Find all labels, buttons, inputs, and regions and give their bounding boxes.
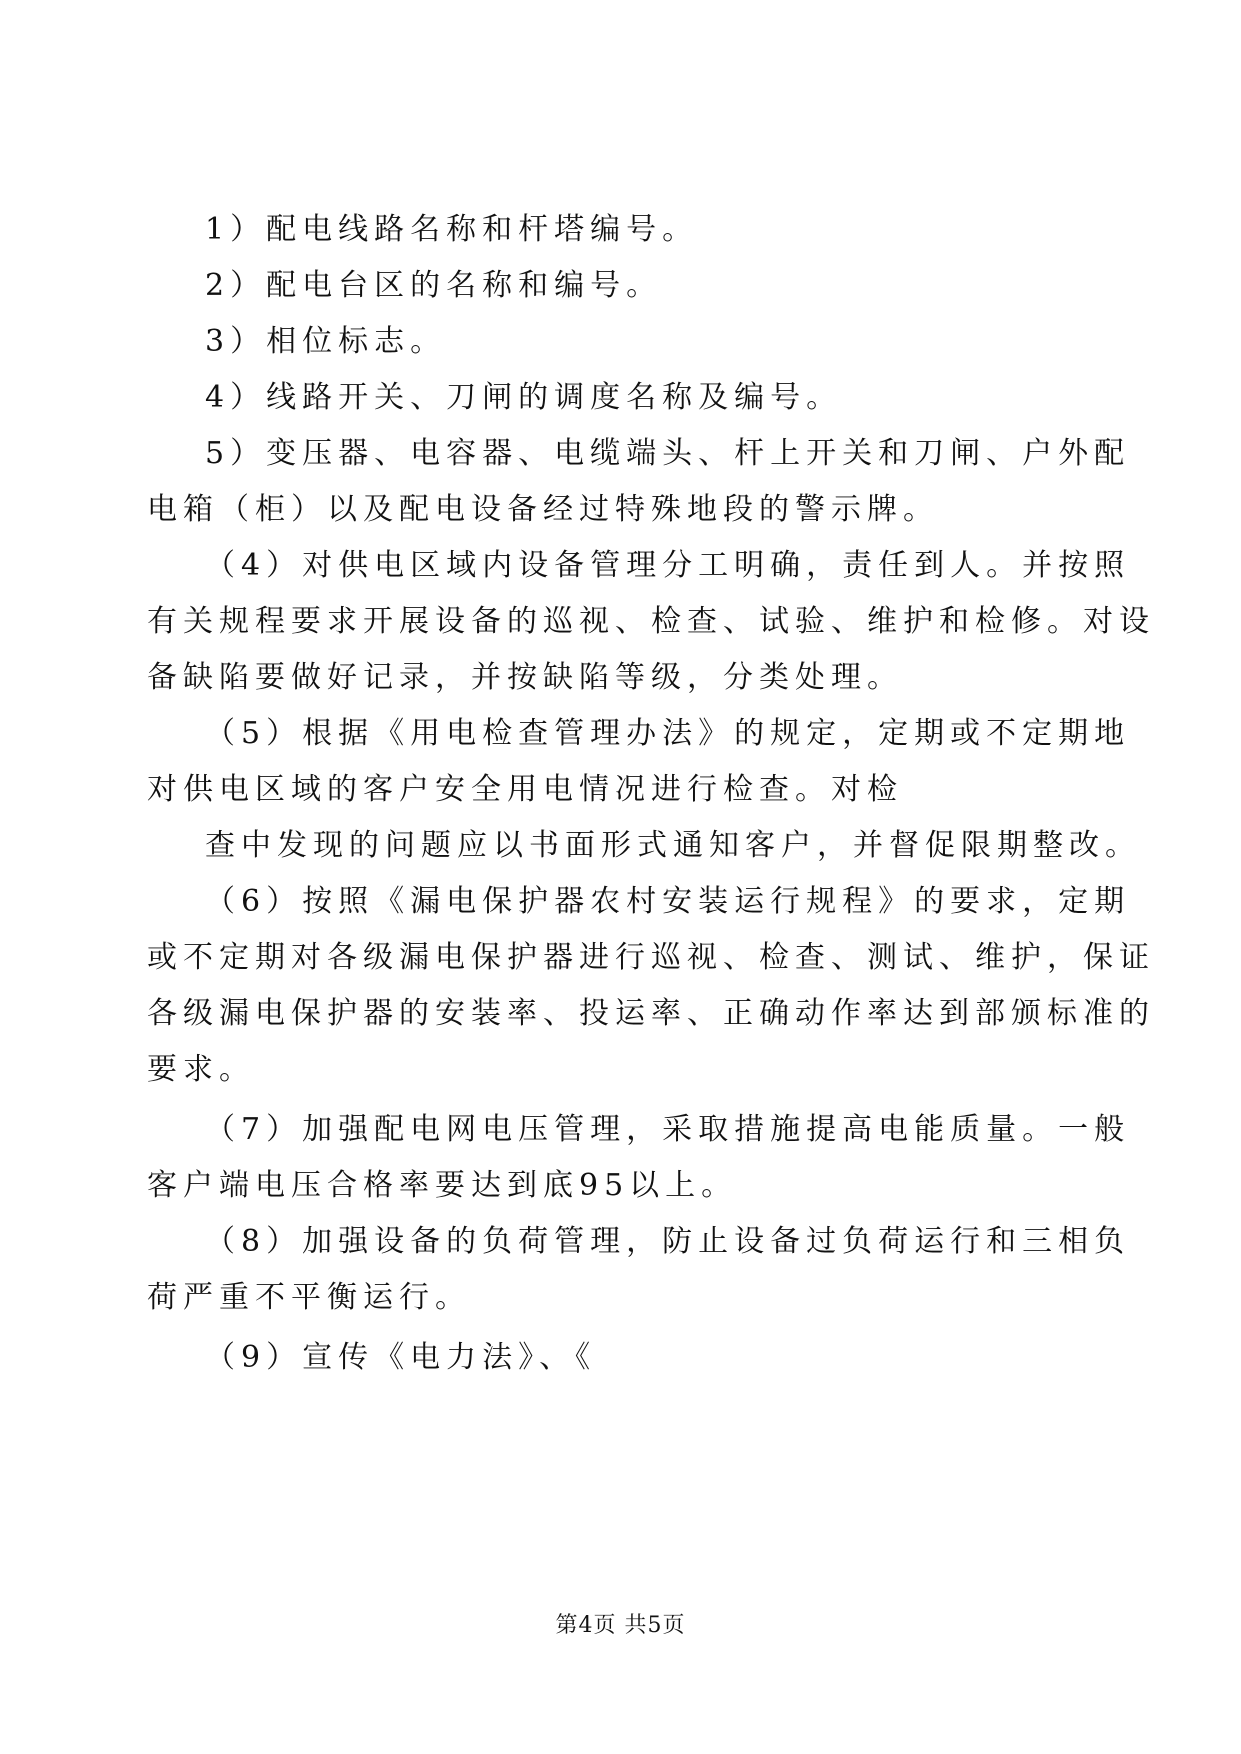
paragraph-line: 各级漏电保护器的安装率、投运率、正确动作率达到部颁标准的 — [147, 996, 1155, 1031]
paragraph-line: （4）对供电区域内设备管理分工明确，责任到人。并按照 — [205, 548, 1131, 583]
paragraph-line: 要求。 — [147, 1052, 255, 1087]
paragraph-line: 有关规程要求开展设备的巡视、检查、试验、维护和检修。对设 — [147, 604, 1155, 639]
paragraph-line: 客户端电压合格率要达到底95以上。 — [147, 1168, 738, 1203]
paragraph-line: 查中发现的问题应以书面形式通知客户，并督促限期整改。 — [205, 828, 1141, 863]
paragraph-line: （9）宣传《电力法》、《 — [205, 1340, 597, 1375]
paragraph-line: （5）根据《用电检查管理办法》的规定，定期或不定期地 — [205, 716, 1131, 751]
paragraph-line: 备缺陷要做好记录，并按缺陷等级，分类处理。 — [147, 660, 903, 695]
paragraph-line: 或不定期对各级漏电保护器进行巡视、检查、测试、维护，保证 — [147, 940, 1155, 975]
page-footer: 第4页 共5页 — [555, 1613, 686, 1638]
list-item-2: 2）配电台区的名称和编号。 — [205, 268, 663, 303]
paragraph-line: （7）加强配电网电压管理，采取措施提高电能质量。一般 — [205, 1112, 1131, 1147]
paragraph-line: 荷严重不平衡运行。 — [147, 1280, 471, 1315]
list-item-1: 1）配电线路名称和杆塔编号。 — [205, 212, 699, 247]
list-item-4: 4）线路开关、刀闸的调度名称及编号。 — [205, 380, 843, 415]
paragraph-line: 对供电区域的客户安全用电情况进行检查。对检 — [147, 772, 903, 807]
paragraph-line: （6）按照《漏电保护器农村安装运行规程》的要求，定期 — [205, 884, 1131, 919]
list-item-3: 3）相位标志。 — [205, 324, 447, 359]
list-item-5: 5）变压器、电容器、电缆端头、杆上开关和刀闸、户外配 — [205, 436, 1131, 471]
paragraph-line: （8）加强设备的负荷管理，防止设备过负荷运行和三相负 — [205, 1224, 1131, 1259]
paragraph-line: 电箱（柜）以及配电设备经过特殊地段的警示牌。 — [147, 492, 939, 527]
